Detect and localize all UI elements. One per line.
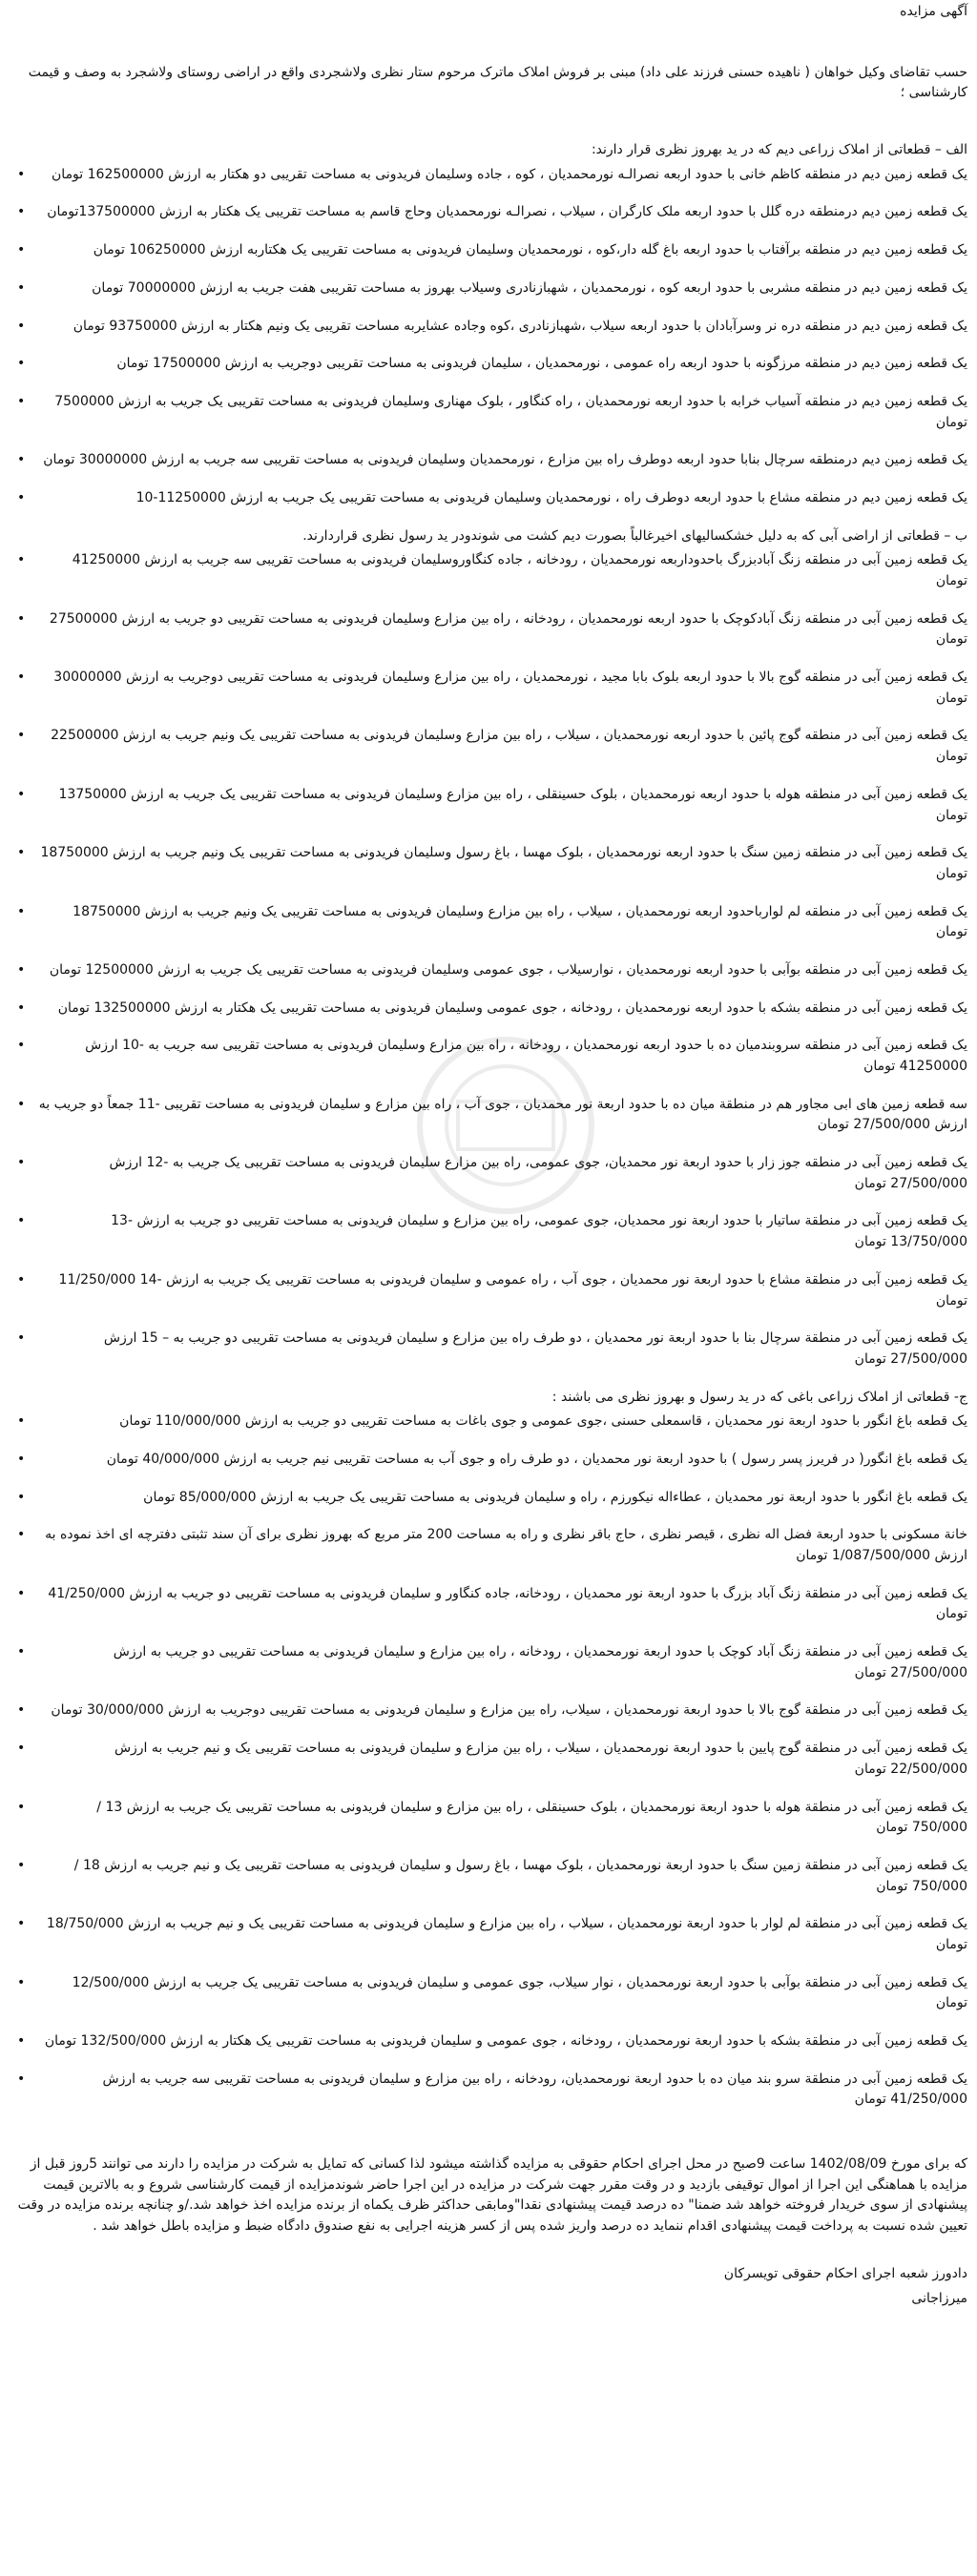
parcel-item: یک قطعه زمین آبی در منطقه گوج پائین با حدود اربعه نورمحمدیان ، سیلاب ، راه بین مزارع وسلیمان فریدونی به مساحت تقریبی یک ونیم جریب به ارزش 22500000 تومان • (10, 726, 967, 767)
parcel-item: یک قطعه زمین آبی در منطقه سروبندمیان ده با حدود اربعه نورمحمدیان ، رودخانه ، راه بین مزارع وسلیمان فریدونی به مساحت تقریبی سه جریب به -10 ارزش 41250000 تومان • (10, 1036, 967, 1077)
parcel-item: یک قطعه زمین دیم در منطقه آسیاب خرابه با حدود اربعه نورمحمدیان ، راه کنگاور ، بلوک مهناری وسلیمان فریدونی به مساحت تقریبی یک جریب به ارزش 7500000 تومان • (10, 392, 967, 433)
parcel-item: یک قطعه زمین دیم در منطقه مشاع با حدود اربعه دوطرف راه ، نورمحمدیان وسلیمان فریدونی به مساحت تقریبی یک جریب به ارزش 11250000-10 • (10, 488, 967, 509)
parcel-item: یک قطعه زمین آبی در منطقه جوز زار با حدود اربعة نور محمدیان، جوی عمومی، راه بین مزارع سلیمان فریدونی به مساحت تقریبی یک جریب به -12 ارزش 27/500/000 تومان • (10, 1153, 967, 1194)
parcel-item: یک قطعه زمین آبی در منطقه گوج بالا با حدود اربعه بلوک بابا مجید ، نورمحمدیان ، راه بین مزارع وسلیمان فریدونی به مساحت تقریبی دوجریب به ارزش 30000000 تومان • (10, 668, 967, 709)
parcel-item: یک قطعه زمین آبی در منطقة هوله با حدود اربعة نورمحمدیان ، بلوک حسینقلی ، راه بین مزارع و سلیمان فریدونی به مساحت تقریبی یک جریب به ارزش 13 / 750/000 تومان • (10, 1798, 967, 1839)
parcel-item: یک قطعه زمین آبی در منطقة مشاع با حدود اربعة نور محمدیان ، جوی آب ، راه عمومی و سلیمان فریدونی به مساحت تقریبی یک جریب به ارزش -14 11/250/000 تومان • (10, 1270, 967, 1311)
parcel-item: یک قطعه زمین دیم درمنطقه سرچال بنابا حدود اربعه دوطرف راه بین مزارع ، نورمحمدیان وسلیمان فریدونی به مساحت تقریبی سه جریب به ارزش 30000000 تومان • (10, 450, 967, 471)
parcel-item: یک قطعه زمین دیم در منطقه برآفتاب با حدود اربعه باغ گله دار،کوه ، نورمحمدیان وسلیمان فریدونی به مساحت تقریبی یک هکتاربه ارزش 106250000 تومان • (10, 240, 967, 261)
notice-intro: حسب تقاضای وکیل خواهان ( ناهیده حسنی فرزند علی داد) مبنی بر فروش املاک ماترک مرحوم ستار نظری ولاشجردی واقع در اراضی روستای ولاشجرد به وصف و قیمت کارشناسی ؛ (28, 64, 967, 101)
parcel-item: یک قطعه زمین آبی در منطقه بشکه با حدود اربعه نورمحمدیان ، رودخانه ، جوی عمومی وسلیمان فریدونی به مساحت تقریبی یک هکتار به ارزش 132500000 تومان • (10, 999, 967, 1020)
parcel-item: یک قطعه باغ انگور با حدود اربعة نور محمدیان ، قاسمعلی حسنی ،جوی عمومی و جوی باغات به مساحت تقریبی دو جریب به ارزش 110/000/000 تومان • (10, 1412, 967, 1432)
section-be-heading: ب – قطعاتی از اراضی آبی که به دلیل خشکسالیهای اخیرغالباً بصورت دیم کشت می شوندودر ید رسول نظری قراردارند. (302, 527, 967, 544)
section-jim-list (10, 1412, 967, 2111)
notice-title: آگهی مزایده (900, 4, 967, 19)
parcel-item: یک قطعه زمین آبی در منطقه زمین سنگ با حدود اربعه نورمحمدیان ، بلوک مهسا ، باغ رسول وسلیمان فریدونی به مساحت تقریبی یک ونیم جریب به ارزش 18750000 تومان • (10, 843, 967, 884)
parcel-item: یک قطعه زمین دیم در منطقه مشربی با حدود اربعه کوه ، نورمحمدیان ، شهبازنادری وسیلاب بهروز به مساحت تقریبی هفت جریب به ارزش 70000000 تومان • (10, 278, 967, 299)
parcel-item: سه قطعه زمین های ابی مجاور هم در منطقة میان ده با حدود اربعة نور محمدیان ، جوی آب ، راه بین مزارع و سلیمان فریدونی به مساحت تقریبی -11 جمعاً دو جریب به ارزش 27/500/000 تومان • (10, 1095, 967, 1136)
parcel-item: یک قطعه زمین آبی در منطقة گوج بالا با حدود اربعة نورمحمدیان ، سیلاب، راه بین مزارع و سلیمان فریدونی به مساحت تقریبی دوجریب به ارزش 30/000/000 تومان • (10, 1700, 967, 1721)
parcel-item: یک قطعه زمین آبی در منطقة زمین سنگ با حدود اربعة نورمحمدیان ، بلوک مهسا ، باغ رسول و سلیمان فریدونی به مساحت تقریبی یک و نیم جریب به ارزش 18 / 750/000 تومان • (10, 1856, 967, 1897)
section-alef-heading: الف – قطعاتی از املاک زراعی دیم که در ید بهروز نظری قرار دارند: (591, 142, 967, 158)
parcel-item: یک قطعه باغ انگور( در فریرز پسر رسول ) با حدود اربعة نور محمدیان ، دو طرف راه و جوی آب به مساحت تقریبی نیم جریب به ارزش 40/000/000 تومان • (10, 1450, 967, 1471)
parcel-item: یک قطعه زمین آبی در منطقه زنگ آبادبزرگ باحدوداربعه نورمحمدیان ، رودخانه ، جاده کنگاوروسلیمان فریدونی به مساحت تقریبی سه جریب به ارزش 41250000 تومان • (10, 550, 967, 591)
parcel-item: یک قطعه باغ انگور با حدود اربعة نور محمدیان ، عطاءاله نیکورزم ، راه و سلیمان فریدونی به مساحت تقریبی یک جریب به ارزش 85/000/000 تومان • (10, 1488, 967, 1509)
parcel-item: یک قطعه زمین آبی در منطقة بوآبی با حدود اربعة نورمحمدیان ، نوار سیلاب، جوی عمومی و سلیمان فریدونی به مساحت تقریبی یک جریب به ارزش 12/500/000 تومان • (10, 1973, 967, 2014)
parcel-item: یک قطعه زمین آبی در منطقة لم لوار با حدود اربعة نورمحمدیان ، سیلاب ، راه بین مزارع و سلیمان فریدونی به مساحت تقریبی یک و نیم جریب به ارزش 18/750/000 تومان • (10, 1914, 967, 1955)
parcel-item: یک قطعه زمین آبی در منطقة زنگ آباد بزرگ با حدود اربعة نور محمدیان ، رودخانه، جاده کنگاور و سلیمان فریدونی به مساحت تقریبی دو جریب به ارزش 41/250/000 تومان • (10, 1584, 967, 1625)
section-jim-heading: ج- قطعاتی از املاک زراعی باغی که در ید رسول و بهروز نظری می باشند : (551, 1389, 967, 1405)
parcel-item: یک قطعه زمین آبی در منطقة ساتیار با حدود اربعة نور محمدیان، جوی عمومی، راه بین مزارع و سلیمان فریدونی به مساحت تقریبی دو جریب به ارزش -13 13/750/000 تومان • (10, 1211, 967, 1252)
section-alef-list (10, 165, 967, 509)
parcel-item: یک قطعه زمین آبی در منطقه لم لوارباحدود اربعه نورمحمدیان ، سیلاب ، راه بین مزارع وسلیمان فریدونی به مساحت تقریبی یک ونیم جریب به ارزش 18750000 تومان • (10, 902, 967, 943)
parcel-item: یک قطعه زمین آبی در منطقه بوآبی با حدود اربعه نورمحمدیان ، نوارسیلاب ، جوی عمومی وسلیمان فریدونی به مساحت تقریبی یک جریب به ارزش 12500000 تومان • (10, 960, 967, 981)
auction-conditions: که برای مورخ 1402/08/09 ساعت 9صبح در محل اجرای احکام حقوقی به مزایده گذاشته میشود لذا کسانی که تمایل به شرکت در مزایده را دارند می توانند 5روز قبل از مزایده با هماهنگی این اجرا از اموال توقیفی بازدید و در وقت مقرر جهت شرکت در مزایده در این اجرا حاضر شوندمزایده از قیمت کارشناسی شروع و به بالاترین قیمت پیشنهادی از سوی خریدار فروخته خواهد شد ضمنا" ده درصد قیمت پیشنهادی نقدا"ومابقی حداکثر ظرف یکماه از برنده مزایده اخذ خواهد شد./و چنانچه برنده مزایده در وقت تعیین شده نسبت به پرداخت قیمت پیشنهادی اقدام ننماید ده درصد واریز شده پس از کسر هزینه اجرایی به نفع صندوق دادگاه ضبط و مزایده باطل خواهد شد . (17, 2156, 967, 2235)
signature-block (10, 2264, 967, 2309)
signature-name: میرزاجانی (911, 2290, 967, 2306)
parcel-item: یک قطعه زمین دیم درمنطقه دره گلل با حدود اربعه ملک کارگران ، سیلاب ، نصرالـه نورمحمدیان وحاج قاسم به مساحت تقریبی یک هکتار به ارزش 137500000تومان • (10, 202, 967, 223)
parcel-item: یک قطعه زمین دیم در منطقه کاظم خانی با حدود اربعه نصرالـه نورمحمدیان ، کوه ، جاده وسلیمان فریدونی به مساحت تقریبی دو هکتار به ارزش 162500000 تومان • (10, 165, 967, 186)
parcel-item: خانة مسکونی با حدود اربعة فضل اله نظری ، قیصر نظری ، حاج باقر نظری و راه به مساحت 200 متر مربع که بهروز نظری برای آن سند تثبتی دفترچه ای اخذ نموده به ارزش 1/087/500/000 تومان • (10, 1525, 967, 1566)
parcel-item: یک قطعه زمین آبی در منطقه زنگ آبادکوچک با حدود اربعه نورمحمدیان ، رودخانه ، راه بین مزارع وسلیمان فریدونی به مساحت تقریبی دو جریب به ارزش 27500000 تومان • (10, 609, 967, 650)
parcel-item: یک قطعه زمین دیم در منطقه دره نر وسرآبادان با حدود اربعه سیلاب ،شهبازنادری ،کوه وجاده عشایربه مساحت تقریبی یک ونیم هکتار به ارزش 93750000 تومان • (10, 317, 967, 338)
parcel-item: یک قطعه زمین آبی در منطقة زنگ آباد کوچک با حدود اربعة نورمحمدیان ، رودخانه ، راه بین مزارع و سلیمان فریدونی به مساحت تقریبی دو جریب به ارزش 27/500/000 تومان • (10, 1642, 967, 1683)
parcel-item: یک قطعه زمین آبی در منطقة بشکه با حدود اربعة نورمحمدیان ، رودخانه ، جوی عمومی و سلیمان فریدونی به مساحت تقریبی یک هکتار به ارزش 132/500/000 تومان • (10, 2031, 967, 2052)
parcel-item: یک قطعه زمین دیم در منطقه مرزگونه با حدود اربعه راه عمومی ، نورمحمدیان ، سلیمان فریدونی به مساحت تقریبی دوجریب به ارزش 17500000 تومان • (10, 354, 967, 375)
parcel-item: یک قطعه زمین آبی در منطقه هوله با حدود اربعه نورمحمدیان ، بلوک حسینقلی ، راه بین مزارع وسلیمان فریدونی به مساحت تقریبی یک جریب به ارزش 13750000 تومان • (10, 785, 967, 826)
signature-title: دادورز شعبه اجرای احکام حقوقی تویسرکان (723, 2265, 967, 2281)
parcel-item: یک قطعه زمین آبی در منطقة سرچال بنا با حدود اربعة نور محمدیان ، دو طرف راه بین مزارع و سلیمان فریدونی به مساحت تقریبی دو جریب به – 15 ارزش 27/500/000 تومان • (10, 1329, 967, 1370)
section-be-list (10, 550, 967, 1370)
parcel-item: یک قطعه زمین آبی در منطقة گوج پایین با حدود اربعة نورمحمدیان ، سیلاب ، راه بین مزارع و سلیمان فریدونی به مساحت تقریبی یک و نیم جریب به ارزش 22/500/000 تومان • (10, 1739, 967, 1780)
parcel-item: یک قطعه زمین آبی در منطقة سرو بند میان ده با حدود اربعة نورمحمدیان، رودخانه ، راه بین مزارع و سلیمان فریدونی به مساحت تقریبی سه جریب به ارزش 41/250/000 تومان • (10, 2070, 967, 2111)
